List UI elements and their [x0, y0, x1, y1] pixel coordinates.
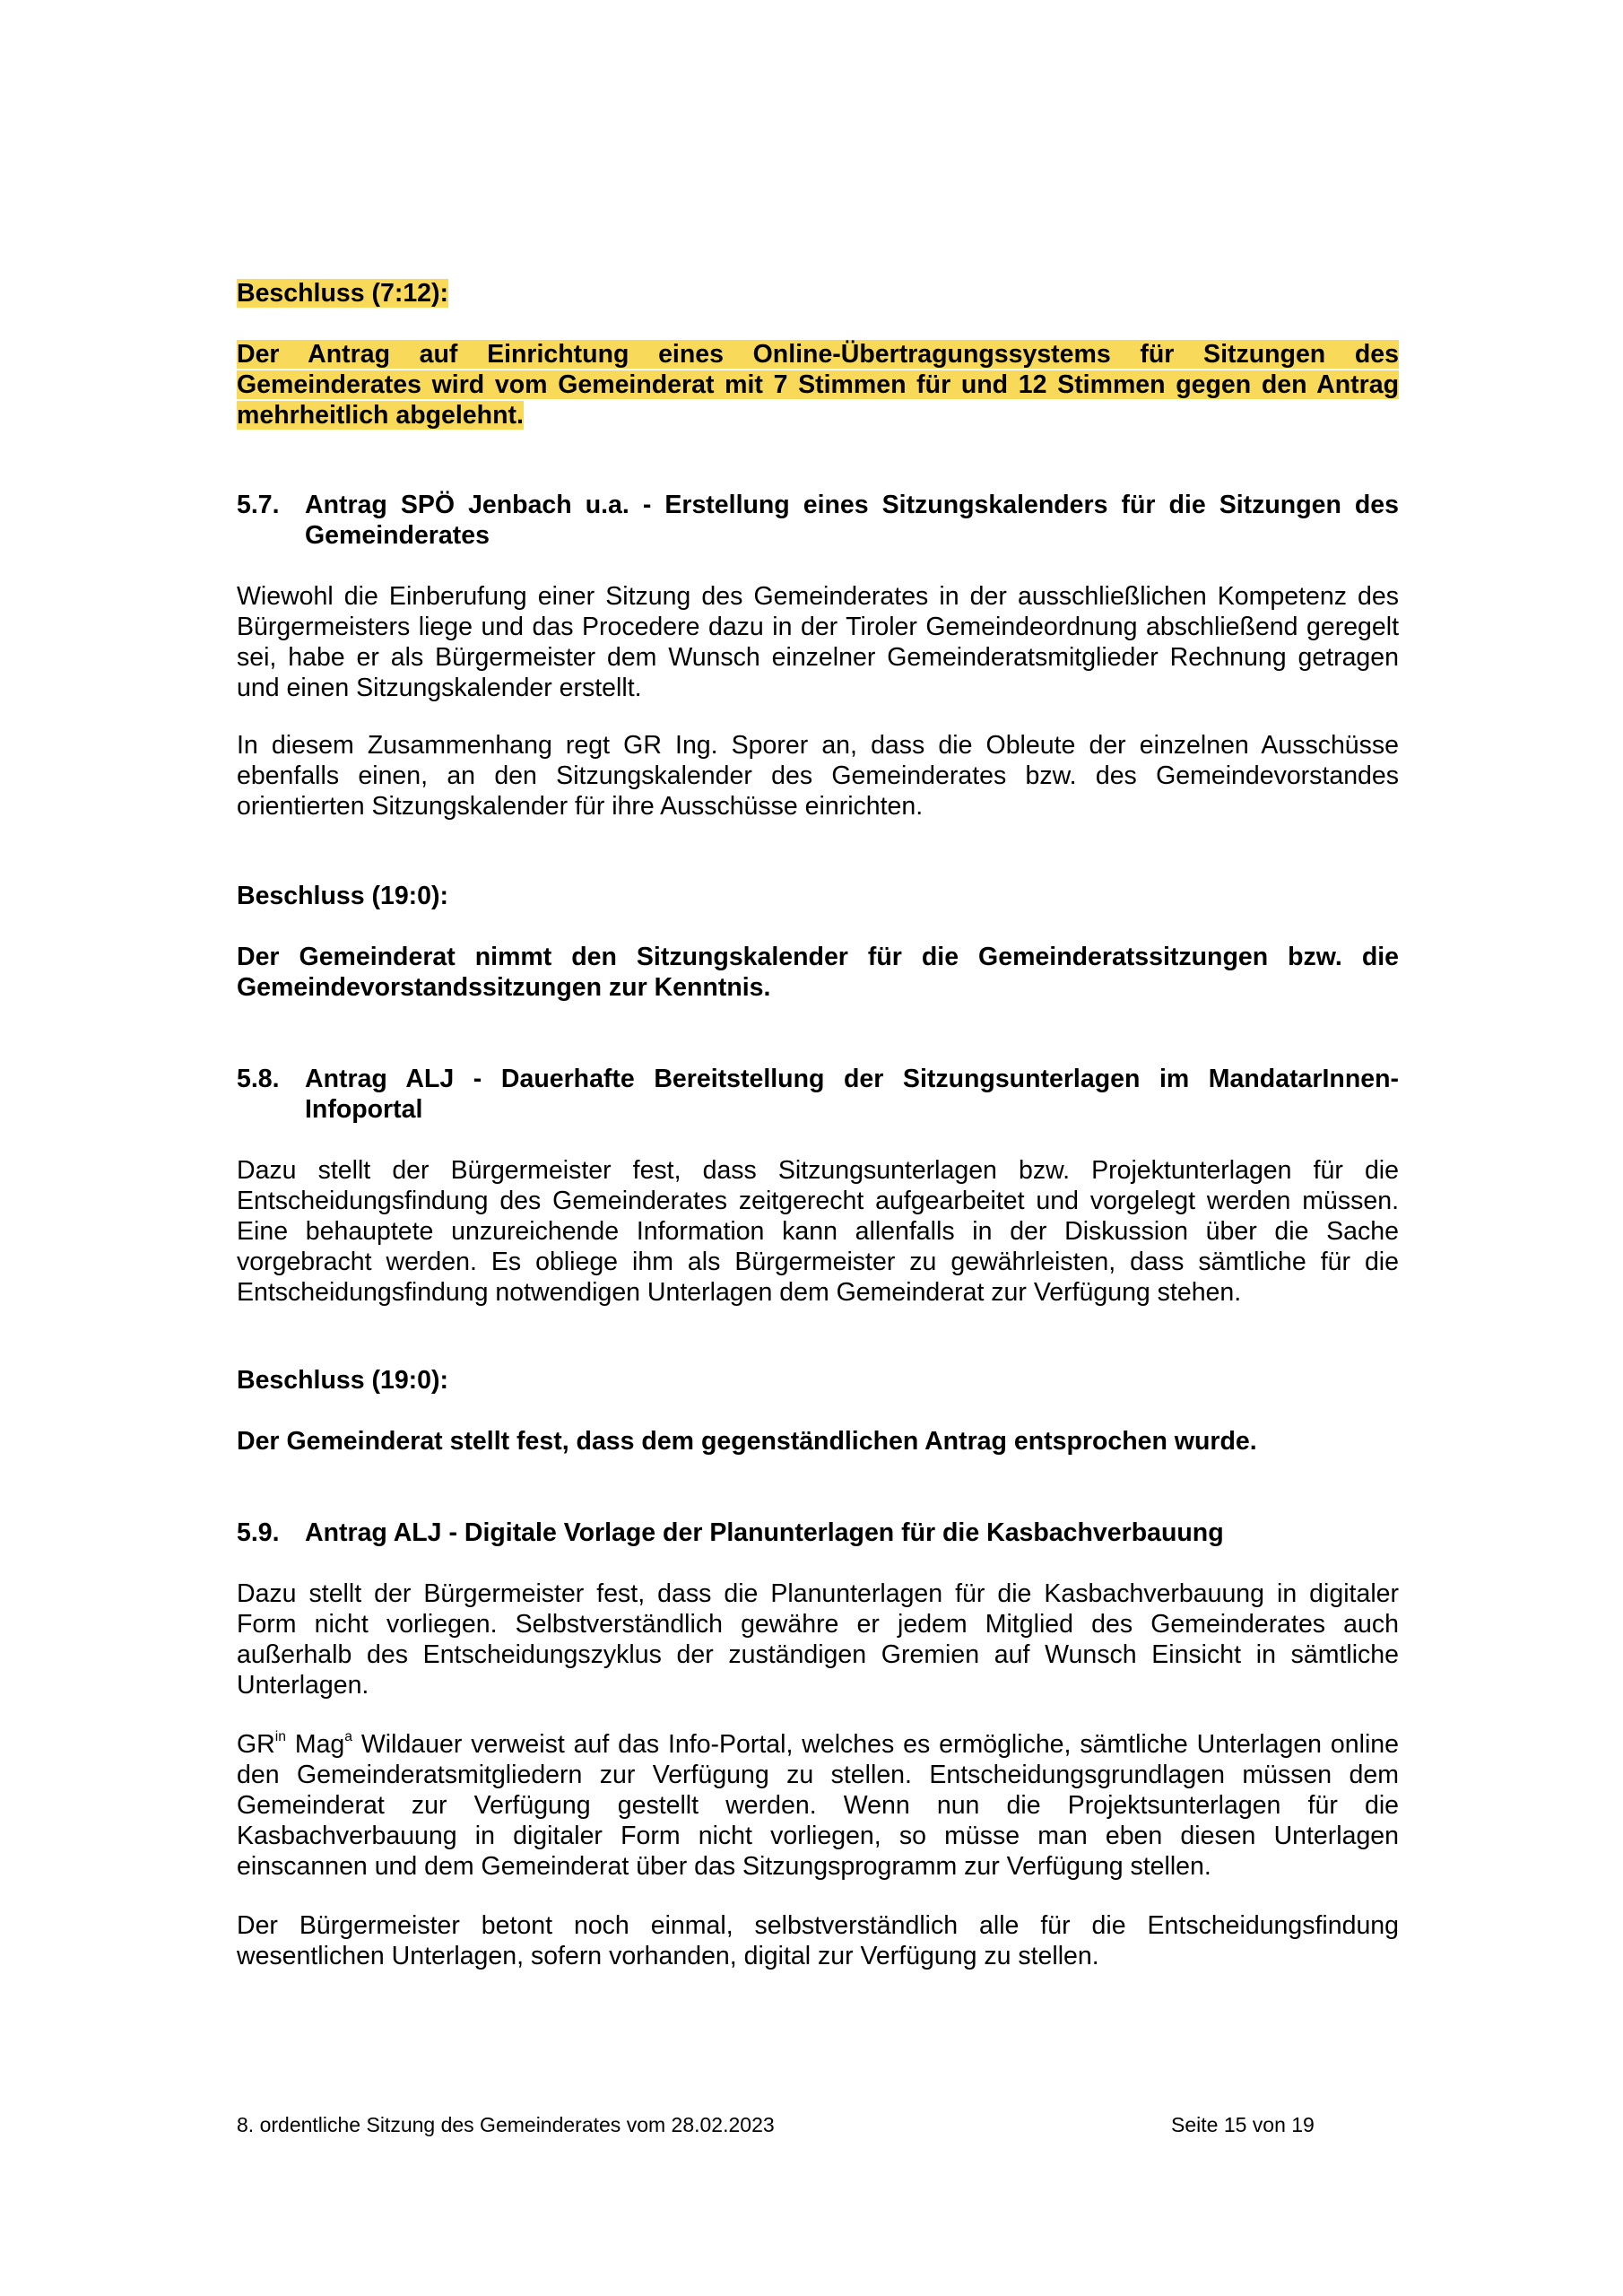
superscript-in: in — [274, 1729, 286, 1745]
decision-heading-text: Beschluss (7:12): — [237, 279, 449, 308]
superscript-a: a — [344, 1729, 352, 1745]
text-gr: GR — [237, 1730, 275, 1759]
section-title: Antrag ALJ - Dauerhafte Bereitstellung der Sitzungsunterlagen im MandatarInnen-Infoportal — [305, 1065, 1399, 1124]
paragraph: Wiewohl die Einberufung einer Sitzung des Gemeinderates in der ausschließlichen Kompetenz des Bürgermeisters liege und das Procedere dazu in der Tiroler Gemeindeordnung abschließend geregelt sei, habe er als Bürgermeister dem Wunsch einzelner Gemeinderatsmitglieder Rechnung getragen und einen Sitzungskalender erstellt. — [237, 582, 1399, 702]
document-page — [237, 0, 1399, 2296]
section-number: 5.8. — [237, 1065, 280, 1093]
section-heading-5-9 — [237, 1518, 1399, 1548]
footer-meeting-info: 8. ordentliche Sitzung des Gemeinderates vom 28.02.2023 — [237, 2113, 775, 2136]
section-title: Antrag SPÖ Jenbach u.a. - Erstellung eines Sitzungskalenders für die Sitzungen des Gemeinderates — [305, 491, 1399, 550]
text-mag: Mag — [285, 1730, 345, 1759]
paragraph: Der Bürgermeister betont noch einmal, selbstverständlich alle für die Entscheidungsfindung wesentlichen Unterlagen, sofern vorhanden, digital zur Verfügung zu stellen. — [237, 1911, 1399, 1970]
decision-heading: Beschluss (19:0): — [237, 882, 449, 910]
text-rest: Wildauer verweist auf das Info-Portal, welches es ermögliche, sämtliche Unterlagen online den Gemeinderatsmitgliedern zur Verfügung zu stellen. Entscheidungsgrundlagen müssen dem Gemeinderat zur Verfügung gestellt werden. Wenn nun die Projektsunterlagen für die Kasbachverbauung in digitaler Form nicht vorliegen, so müsse man eben diesen Unterlagen einscannen und dem Gemeinderat über das Sitzungsprogramm zur Verfügung stellen. — [237, 1730, 1399, 1881]
section-number: 5.9. — [237, 1518, 280, 1547]
section-heading-5-7 — [237, 490, 1399, 551]
decision-heading: Beschluss (19:0): — [237, 1366, 449, 1395]
decision-text: Der Gemeinderat stellt fest, dass dem gegenständlichen Antrag entsprochen wurde. — [237, 1427, 1257, 1456]
footer-page-number: Seite 15 von 19 — [1171, 2113, 1315, 2136]
decision-text-highlight: Der Antrag auf Einrichtung eines Online-Übertragungssystems für Sitzungen des Gemeinderates wird vom Gemeinderat mit 7 Stimmen für und 12 Stimmen gegen den Antrag mehrheitlich abgelehnt. — [237, 340, 1399, 430]
paragraph: In diesem Zusammenhang regt GR Ing. Sporer an, dass die Obleute der einzelnen Ausschüsse ebenfalls einen, an den Sitzungskalender des Gemeinderates bzw. des Gemeindevorstandes orientierten Sitzungskalender für ihre Ausschüsse einrichten. — [237, 731, 1399, 821]
section-heading-5-8 — [237, 1064, 1399, 1125]
section-number: 5.7. — [237, 491, 280, 519]
decision-text: Der Gemeinderat nimmt den Sitzungskalender für die Gemeinderatssitzungen bzw. die Gemeindevorstandssitzungen zur Kenntnis. — [237, 943, 1399, 1002]
section-title: Antrag ALJ - Digitale Vorlage der Planunterlagen für die Kasbachverbauung — [305, 1518, 1224, 1547]
paragraph: Dazu stellt der Bürgermeister fest, dass Sitzungsunterlagen bzw. Projektunterlagen für die Entscheidungsfindung des Gemeinderates zeitgerecht aufgearbeitet und vorgelegt werden müssen. Eine behauptete unzureichende Information kann allenfalls in der Diskussion über die Sache vorgebracht werden. Es obliege ihm als Bürgermeister zu gewährleisten, dass sämtliche für die Entscheidungsfindung notwendigen Unterlagen dem Gemeinderat zur Verfügung stehen. — [237, 1156, 1399, 1307]
decision-heading-7-12 — [237, 278, 1399, 309]
paragraph: Dazu stellt der Bürgermeister fest, dass die Planunterlagen für die Kasbachverbauung in digitaler Form nicht vorliegen. Selbstverständlich gewähre er jedem Mitglied des Gemeinderates auch außerhalb des Entscheidungszyklus der zuständigen Gremien auf Wunsch Einsicht in sämtliche Unterlagen. — [237, 1579, 1399, 1700]
paragraph-gr-wildauer — [237, 1729, 1399, 1882]
decision-text-7-12 — [237, 339, 1399, 430]
